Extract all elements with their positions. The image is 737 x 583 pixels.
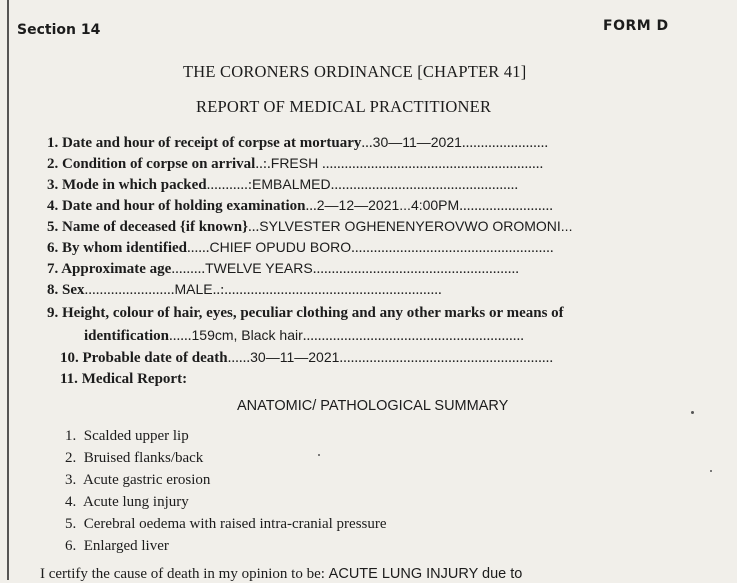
item-number: 10.	[60, 350, 79, 366]
cause-of-death-line	[40, 566, 522, 583]
form-item-3: 3. Mode in which packed...........:EMBALMED..................................................	[47, 176, 519, 193]
item-number: 3.	[47, 177, 59, 193]
form-item-8: 8. Sex........................MALE..:..........................................................	[47, 281, 442, 298]
item-number: 5.	[47, 219, 59, 235]
finding-item: 5. Cerebral oedema with raised intra-cranial pressure	[65, 516, 387, 532]
item-label: Mode in which packed	[62, 177, 207, 193]
item-value: SYLVESTER OGHENENYEROVWO OROMONI...	[259, 218, 573, 234]
form-item-7: 7. Approximate age.........TWELVE YEARS.......................................................	[47, 260, 519, 277]
page-margin-line	[7, 0, 9, 580]
item-label: Name of deceased {if known}	[62, 219, 248, 235]
form-item-9	[47, 305, 564, 322]
item-value: 30—11—2021	[250, 349, 340, 365]
form-item-9-continued: identification......159cm, Black hair...........................................................	[84, 327, 525, 344]
section-label: Section 14	[17, 22, 101, 38]
item-value: 30—11—2021	[372, 134, 462, 150]
item-number: 4.	[47, 198, 59, 214]
item-label: Probable date of death	[82, 350, 228, 366]
item-value: 2—12—2021...4:00PM	[316, 197, 460, 213]
item-label: identification	[84, 328, 169, 344]
report-title: REPORT OF MEDICAL PRACTITIONER	[196, 97, 492, 116]
item-value: 159cm, Black hair	[191, 327, 303, 343]
finding-item: 6. Enlarged liver	[65, 538, 169, 554]
finding-item: 3. Acute gastric erosion	[65, 472, 211, 488]
summary-heading: ANATOMIC/ PATHOLOGICAL SUMMARY	[237, 398, 509, 414]
form-item-5: 5. Name of deceased {if known}...SYLVESTER OGHENENYEROVWO OROMONI...	[47, 218, 573, 235]
finding-item: 2. Bruised flanks/back	[65, 450, 204, 466]
form-label: FORM D	[603, 18, 669, 34]
form-item-1: 1. Date and hour of receipt of corpse at mortuary...30—11—2021.......................	[47, 134, 549, 151]
item-label: Medical Report:	[81, 371, 188, 387]
item-number: 7.	[47, 261, 59, 277]
item-label: Condition of corpse on arrival	[62, 156, 256, 172]
finding-item: 1. Scalded upper lip	[65, 428, 189, 444]
item-number: 2.	[47, 156, 59, 172]
item-label: Date and hour of holding examination	[62, 198, 306, 214]
item-value: TWELVE YEARS	[205, 260, 313, 276]
item-label: Sex	[62, 282, 85, 298]
item-number: 6.	[47, 240, 59, 256]
form-item-2: 2. Condition of corpse on arrival..:.FRESH ...........................................................	[47, 155, 544, 172]
item-value: EMBALMED	[252, 176, 331, 192]
item-label: Approximate age	[61, 261, 172, 277]
item-number: 9.	[47, 305, 59, 321]
item-label: By whom identified	[62, 240, 188, 256]
item-value: FRESH	[270, 155, 319, 171]
item-number: 8.	[47, 282, 59, 298]
item-number: 11.	[60, 371, 78, 387]
ordinance-title: THE CORONERS ORDINANCE [CHAPTER 41]	[183, 62, 527, 81]
item-value: CHIEF OPUDU BORO	[209, 239, 352, 255]
scan-speck	[318, 454, 320, 456]
scan-speck	[691, 411, 694, 414]
item-number: 1.	[47, 135, 59, 151]
form-item-10: 10. Probable date of death......30—11—2021.........................................................	[60, 349, 554, 366]
form-item-6: 6. By whom identified......CHIEF OPUDU BORO......................................................	[47, 239, 554, 256]
form-item-11	[60, 371, 187, 388]
scan-speck	[710, 470, 712, 472]
cause-value: ACUTE LUNG INJURY due to	[328, 566, 523, 582]
item-label: Date and hour of receipt of corpse at mortuary	[62, 135, 362, 151]
cause-label: I certify the cause of death in my opinion to be:	[40, 566, 325, 582]
item-label: Height, colour of hair, eyes, peculiar clothing and any other marks or means of	[62, 305, 564, 321]
finding-item: 4. Acute lung injury	[65, 494, 189, 510]
form-item-4: 4. Date and hour of holding examination...2—12—2021...4:00PM.........................	[47, 197, 553, 214]
item-value: MALE	[174, 281, 213, 297]
